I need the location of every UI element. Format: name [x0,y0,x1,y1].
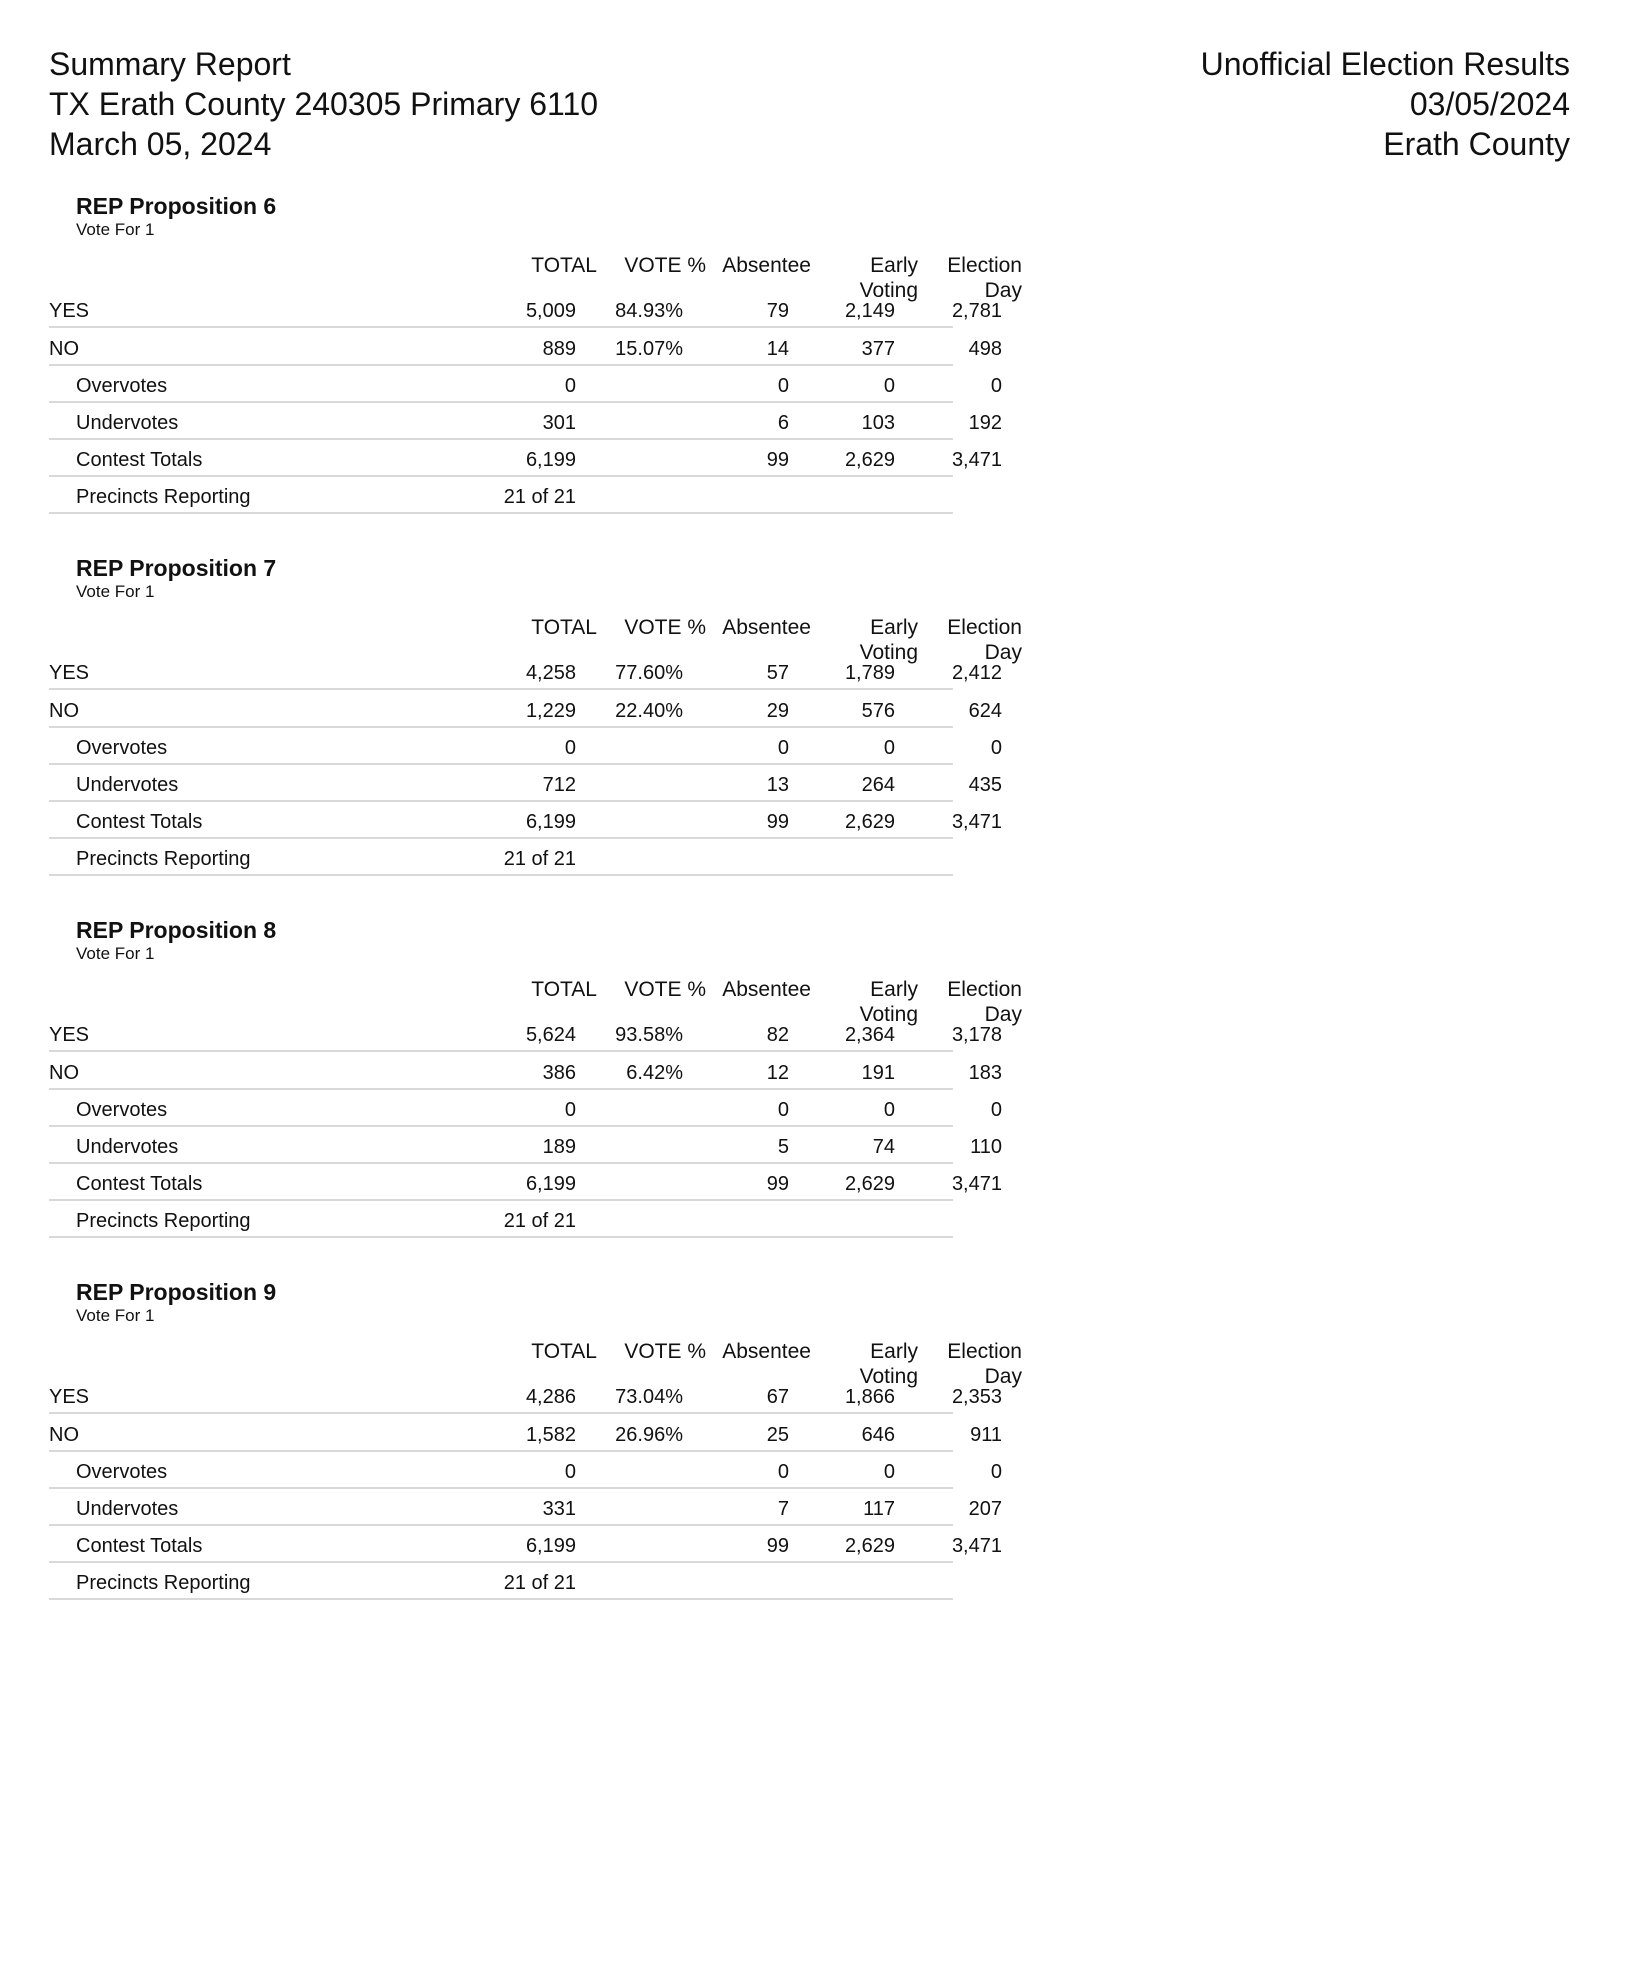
election-day-value: 498 [968,338,1002,360]
row-divider [49,1050,953,1052]
early-voting-value: 117 [863,1498,895,1520]
row-label: Overvotes [76,1461,168,1483]
absentee-value: 6 [777,412,789,434]
election-day-value: 110 [970,1136,1002,1158]
row-label: NO [49,1062,79,1084]
contest-totals-row [49,1526,1002,1563]
total-value: 4,286 [525,1386,576,1408]
column-header-eday-line2: Day [984,279,1022,302]
column-header-total: TOTAL [531,616,597,639]
contest-block [49,193,1049,523]
column-header-early-line1: Early [870,254,918,277]
column-header-vote-pct: VOTE % [624,978,706,1001]
total-value: 189 [542,1136,576,1158]
row-label: Precincts Reporting [76,486,251,508]
precincts-reporting-row [49,1201,953,1238]
vote-pct-value: 84.93% [615,300,683,322]
row-label: Overvotes [76,1099,168,1121]
early-voting-value: 377 [861,338,895,360]
election-day-value: 3,471 [951,811,1002,833]
yes-row [49,653,1002,690]
election-day-value: 0 [990,737,1002,759]
column-header-eday-line2: Day [984,1003,1022,1026]
vote-pct-value: 15.07% [615,338,683,360]
absentee-value: 7 [777,1498,789,1520]
row-label: Contest Totals [76,811,203,833]
row-label: Contest Totals [76,1535,203,1557]
election-day-value: 435 [968,774,1002,796]
column-header-early-line2: Voting [859,1003,918,1026]
row-label: Overvotes [76,737,168,759]
total-value: 1,229 [525,700,576,722]
row-label: YES [49,1386,90,1408]
column-header-early-line2: Voting [859,1365,918,1388]
absentee-value: 29 [766,700,789,722]
election-day-value: 911 [970,1424,1002,1446]
vote-pct-value: 26.96% [615,1424,683,1446]
election-day-value: 207 [968,1498,1002,1520]
early-voting-value: 2,149 [844,300,895,322]
total-value: 5,624 [525,1024,576,1046]
vote-pct-value: 77.60% [615,662,683,684]
contest-title: REP Proposition 7 [76,555,277,581]
election-day-value: 192 [968,412,1002,434]
absentee-value: 0 [777,737,789,759]
total-value: 0 [564,1099,576,1121]
early-voting-value: 0 [883,1461,895,1483]
no-row [49,1053,1002,1090]
total-value: 6,199 [525,1173,576,1195]
row-label: YES [49,1024,90,1046]
absentee-value: 12 [766,1062,789,1084]
election-name: TX Erath County 240305 Primary 6110 [49,86,599,122]
column-header-early-line2: Voting [859,279,918,302]
absentee-value: 5 [777,1136,789,1158]
absentee-value: 0 [777,1461,789,1483]
row-label: Undervotes [76,774,179,796]
row-label: YES [49,300,90,322]
column-header-eday-line1: Election [947,1340,1022,1363]
election-day-value: 3,471 [951,1173,1002,1195]
early-voting-value: 74 [872,1136,895,1158]
total-value: 331 [542,1498,576,1520]
vote-pct-value: 6.42% [626,1062,683,1084]
early-voting-value: 646 [861,1424,895,1446]
early-voting-value: 264 [861,774,895,796]
contest-block [49,917,1049,1247]
total-value: 21 of 21 [503,486,576,508]
overvotes-row [49,728,1002,765]
column-header-early-line1: Early [870,978,918,1001]
total-value: 386 [542,1062,576,1084]
row-label: NO [49,700,79,722]
total-value: 5,009 [525,300,576,322]
contest-title: REP Proposition 9 [76,1279,277,1305]
column-header-vote-pct: VOTE % [624,254,706,277]
contest-block [49,1279,1049,1609]
total-value: 712 [542,774,576,796]
election-day-value: 3,471 [951,449,1002,471]
total-value: 889 [542,338,576,360]
election-day-value: 2,781 [951,300,1002,322]
no-row [49,1415,1002,1452]
no-row [49,329,1002,366]
no-row [49,691,1002,728]
election-day-value: 2,412 [951,662,1002,684]
absentee-value: 99 [766,811,789,833]
row-label: Undervotes [76,412,179,434]
column-header-total: TOTAL [531,1340,597,1363]
total-value: 301 [542,412,576,434]
election-day-value: 0 [990,1461,1002,1483]
election-day-value: 3,471 [951,1535,1002,1557]
column-header-total: TOTAL [531,978,597,1001]
contest-totals-row [49,802,1002,839]
column-header-early-line1: Early [870,616,918,639]
contest-title: REP Proposition 6 [76,193,277,219]
undervotes-row [49,1489,1002,1526]
row-label: Contest Totals [76,449,203,471]
column-header-eday-line1: Election [947,978,1022,1001]
election-day-value: 3,178 [951,1024,1002,1046]
early-voting-value: 2,629 [844,449,895,471]
row-divider [49,326,953,328]
row-label: Undervotes [76,1136,179,1158]
row-label: YES [49,662,90,684]
early-voting-value: 2,364 [844,1024,895,1046]
total-value: 0 [564,375,576,397]
election-day-value: 183 [968,1062,1002,1084]
column-header-eday-line2: Day [984,641,1022,664]
row-divider [49,688,953,690]
total-value: 4,258 [525,662,576,684]
early-voting-value: 191 [861,1062,895,1084]
total-value: 6,199 [525,449,576,471]
total-value: 21 of 21 [503,1572,576,1594]
results-status: Unofficial Election Results [1200,46,1570,82]
early-voting-value: 576 [861,700,895,722]
column-header-absentee: Absentee [722,616,811,639]
column-header-absentee: Absentee [722,978,811,1001]
column-header-absentee: Absentee [722,254,811,277]
jurisdiction: Erath County [1383,126,1570,162]
total-value: 6,199 [525,1535,576,1557]
undervotes-row [49,403,1002,440]
early-voting-value: 2,629 [844,1535,895,1557]
column-header-early-line2: Voting [859,641,918,664]
report-header-left [49,44,598,164]
row-divider [49,1412,953,1414]
vote-pct-value: 93.58% [615,1024,683,1046]
contest-totals-row [49,440,1002,477]
contest-title: REP Proposition 8 [76,917,277,943]
column-header-absentee: Absentee [722,1340,811,1363]
total-value: 1,582 [525,1424,576,1446]
results-date: 03/05/2024 [1409,86,1570,122]
vote-for-label: Vote For 1 [76,582,155,601]
absentee-value: 79 [766,300,789,322]
absentee-value: 99 [766,449,789,471]
row-label: Precincts Reporting [76,848,251,870]
absentee-value: 0 [777,375,789,397]
vote-pct-value: 73.04% [615,1386,683,1408]
absentee-value: 99 [766,1535,789,1557]
early-voting-value: 0 [883,375,895,397]
row-label: NO [49,1424,79,1446]
early-voting-value: 2,629 [844,1173,895,1195]
undervotes-row [49,1127,1002,1164]
absentee-value: 82 [766,1024,789,1046]
absentee-value: 57 [766,662,789,684]
row-label: Undervotes [76,1498,179,1520]
total-value: 0 [564,737,576,759]
precincts-reporting-row [49,1563,953,1600]
row-divider [49,512,953,514]
total-value: 21 of 21 [503,848,576,870]
vote-for-label: Vote For 1 [76,1306,155,1325]
absentee-value: 99 [766,1173,789,1195]
yes-row [49,1015,1002,1052]
absentee-value: 14 [766,338,789,360]
yes-row [49,1377,1002,1414]
election-day-value: 0 [990,375,1002,397]
total-value: 21 of 21 [503,1210,576,1232]
contest-totals-row [49,1164,1002,1201]
total-value: 0 [564,1461,576,1483]
report-title: Summary Report [49,46,291,82]
yes-row [49,291,1002,328]
row-label: Precincts Reporting [76,1210,251,1232]
precincts-reporting-row [49,839,953,876]
precincts-reporting-row [49,477,953,514]
vote-pct-value: 22.40% [615,700,683,722]
early-voting-value: 1,789 [844,662,895,684]
column-header-eday-line1: Election [947,616,1022,639]
overvotes-row [49,1090,1002,1127]
vote-for-label: Vote For 1 [76,944,155,963]
overvotes-row [49,366,1002,403]
absentee-value: 13 [766,774,789,796]
row-divider [49,1236,953,1238]
absentee-value: 0 [777,1099,789,1121]
total-value: 6,199 [525,811,576,833]
absentee-value: 67 [766,1386,789,1408]
row-label: Overvotes [76,375,168,397]
early-voting-value: 103 [861,412,895,434]
contest-block [49,555,1049,885]
column-header-total: TOTAL [531,254,597,277]
early-voting-value: 0 [883,737,895,759]
column-header-early-line1: Early [870,1340,918,1363]
column-header-eday-line1: Election [947,254,1022,277]
early-voting-value: 2,629 [844,811,895,833]
row-label: NO [49,338,79,360]
early-voting-value: 0 [883,1099,895,1121]
overvotes-row [49,1452,1002,1489]
row-divider [49,1598,953,1600]
row-label: Precincts Reporting [76,1572,251,1594]
absentee-value: 25 [766,1424,789,1446]
election-day-value: 2,353 [951,1386,1002,1408]
column-header-eday-line2: Day [984,1365,1022,1388]
vote-for-label: Vote For 1 [76,220,155,239]
row-label: Contest Totals [76,1173,203,1195]
column-header-vote-pct: VOTE % [624,1340,706,1363]
election-date: March 05, 2024 [49,126,272,162]
row-divider [49,874,953,876]
report-header-right [1201,44,1570,164]
early-voting-value: 1,866 [844,1386,895,1408]
election-day-value: 624 [968,700,1002,722]
column-header-vote-pct: VOTE % [624,616,706,639]
undervotes-row [49,765,1002,802]
election-day-value: 0 [990,1099,1002,1121]
